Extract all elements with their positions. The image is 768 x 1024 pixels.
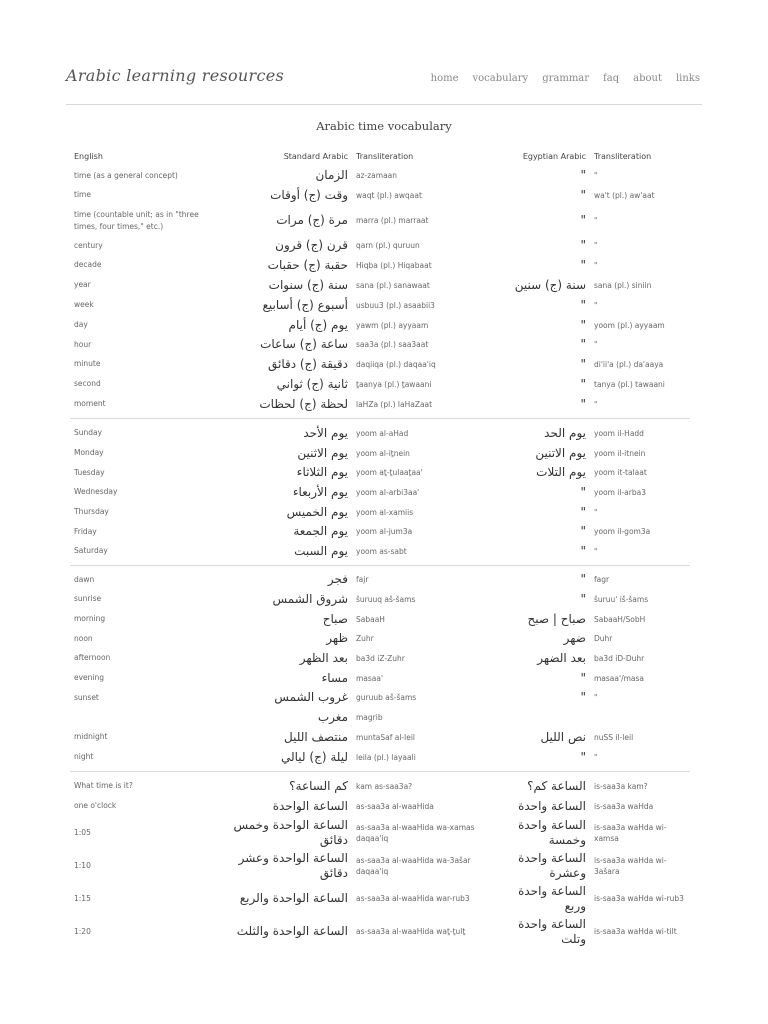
standard-arabic-cell: يوم السبت: [294, 543, 348, 558]
table-row: [70, 541, 690, 561]
transliteration-cell: guruub aš-šams: [356, 693, 417, 702]
egyptian-transliteration-cell: šuruu' iš-šams: [594, 594, 649, 604]
egyptian-transliteration-cell: is-saa3a waHda wi-rub3: [594, 894, 684, 903]
standard-arabic-cell: يوم الجمعة: [293, 524, 348, 538]
egyptian-transliteration-cell: nuSS il-leil: [594, 732, 634, 742]
egyptian-arabic-cell: ": [580, 297, 586, 312]
english-cell: time (as a general concept): [74, 170, 178, 180]
standard-arabic-cell: الساعة الواحدة: [272, 798, 348, 813]
table-row: [70, 463, 690, 482]
standard-arabic-cell: وقت (ج) أوقات: [270, 187, 348, 202]
english-cell: 1:05: [74, 827, 91, 837]
egyptian-arabic-cell: ": [580, 396, 586, 411]
english-cell: year: [74, 280, 91, 289]
egyptian-arabic-cell: الساعة واحدة وخمسة: [518, 817, 586, 847]
site-header: [66, 62, 702, 105]
egyptian-transliteration-cell: Duhr: [594, 634, 613, 643]
egyptian-arabic-cell: يوم الاتنين: [535, 445, 586, 460]
table-row: [70, 727, 690, 747]
transliteration-cell: as-saa3a al-waaHida: [356, 801, 434, 811]
transliteration-cell: yoom al-xamiis: [356, 507, 414, 517]
table-row: [70, 166, 690, 185]
egyptian-transliteration-cell: ba3d iD-Duhr: [594, 653, 645, 663]
transliteration-cell: kam as-saa3a?: [356, 781, 413, 791]
egyptian-arabic-cell: يوم التلات: [536, 465, 586, 479]
egyptian-arabic-cell: ": [580, 484, 586, 499]
egyptian-arabic-cell: ": [580, 543, 586, 558]
transliteration-cell: waqt (pl.) awqaat: [356, 190, 422, 200]
english-cell: 1:15: [74, 893, 91, 903]
english-cell: dawn: [74, 574, 95, 584]
egyptian-transliteration-cell: SabaaH/SobH: [594, 614, 646, 624]
transliteration-cell: ṯaanya (pl.) ṯawaani: [356, 379, 432, 389]
nav-links-link[interactable]: links: [675, 73, 700, 84]
egyptian-arabic-cell: ": [580, 670, 586, 685]
transliteration-cell: qarn (pl.) quruun: [356, 241, 420, 250]
transliteration-cell: az-zamaan: [356, 171, 398, 180]
egyptian-arabic-cell: ": [580, 591, 586, 606]
egyptian-transliteration-cell: yoom il-arba3: [594, 487, 646, 497]
table-row: [70, 707, 690, 727]
egyptian-transliteration-cell: ": [594, 241, 598, 250]
nav-vocabulary-link[interactable]: vocabulary: [472, 73, 529, 84]
standard-arabic-cell: منتصف الليل: [284, 729, 348, 744]
table-row: [70, 522, 690, 541]
egyptian-arabic-cell: ": [580, 337, 586, 351]
table-row: [70, 882, 690, 915]
english-cell: morning: [74, 614, 106, 623]
transliteration-cell: laHZa (pl.) laHaZaat: [356, 399, 433, 409]
egyptian-arabic-cell: نص الليل: [540, 729, 586, 744]
egyptian-transliteration-cell: ": [594, 399, 598, 409]
standard-arabic-cell: ثانية (ج) ثواني: [276, 376, 348, 391]
standard-arabic-cell: يوم الأربعاء: [292, 484, 348, 499]
transliteration-cell: as-saa3a al-waaHida war-rub3: [356, 894, 470, 903]
egyptian-arabic-cell: ضهر: [563, 631, 586, 645]
table-row: [70, 255, 690, 275]
egyptian-transliteration-cell: yoom il-itnein: [594, 448, 646, 458]
english-cell: 1:10: [74, 860, 91, 870]
header-egyptian-arabic: Egyptian Arabic: [522, 151, 586, 161]
table-row: [70, 816, 690, 849]
standard-arabic-cell: الساعة الواحدة وعشر دقائق: [238, 850, 348, 880]
english-cell: decade: [74, 260, 102, 269]
table-row: [70, 776, 690, 796]
table-row: [70, 688, 690, 707]
egyptian-arabic-cell: ": [580, 572, 586, 586]
egyptian-arabic-cell: ": [580, 690, 586, 704]
transliteration-cell: as-saa3a al-waaHida wa-3ašar daqaa'iq: [356, 855, 471, 876]
transliteration-cell: yawm (pl.) ayyaam: [356, 320, 429, 330]
egyptian-transliteration-cell: yoom it-talaat: [594, 468, 647, 477]
egyptian-transliteration-cell: is-saa3a waHda wi-xamsa: [594, 822, 667, 843]
table-row: [70, 275, 690, 295]
english-cell: What time is it?: [74, 781, 133, 790]
table-row: [70, 629, 690, 648]
egyptian-transliteration-cell: ": [594, 507, 598, 517]
egyptian-arabic-cell: سنة (ج) سنين: [514, 277, 586, 292]
english-cell: Sunday: [74, 428, 103, 437]
english-cell: second: [74, 379, 101, 388]
standard-arabic-cell: يوم الخميس: [286, 504, 348, 519]
english-cell: Tuesday: [74, 467, 105, 477]
table-row: [70, 295, 690, 315]
egyptian-transliteration-cell: sana (pl.) siniin: [594, 280, 652, 290]
table-row: [70, 648, 690, 668]
table-row: [70, 423, 690, 443]
english-cell: Monday: [74, 448, 104, 457]
transliteration-cell: SabaaH: [356, 614, 385, 624]
egyptian-arabic-cell: صباح | صبح: [527, 611, 586, 626]
egyptian-arabic-cell: ": [580, 356, 586, 371]
egyptian-arabic-cell: بعد الضهر: [537, 650, 586, 665]
english-cell: day: [74, 320, 88, 329]
english-cell: one o'clock: [74, 801, 117, 810]
standard-arabic-cell: الساعة الواحدة والثلث: [236, 924, 348, 938]
transliteration-cell: marra (pl.) marraat: [356, 216, 429, 225]
table-row: [70, 502, 690, 522]
standard-arabic-cell: مغرب: [317, 709, 348, 724]
english-cell: sunset: [74, 692, 99, 702]
table-row: [70, 443, 690, 463]
english-cell: week: [74, 300, 94, 309]
egyptian-arabic-cell: ": [580, 317, 586, 332]
standard-arabic-cell: غروب الشمس: [274, 690, 348, 704]
standard-arabic-cell: يوم (ج) أيام: [288, 317, 348, 332]
standard-arabic-cell: الزمان: [315, 168, 348, 182]
transliteration-cell: Hiqba (pl.) Hiqabaat: [356, 260, 432, 270]
egyptian-arabic-cell: ": [580, 257, 586, 272]
egyptian-transliteration-cell: ": [594, 216, 598, 225]
english-cell: hour: [74, 339, 92, 349]
standard-arabic-cell: ساعة (ج) ساعات: [260, 337, 348, 351]
english-cell: night: [74, 752, 94, 761]
standard-arabic-cell: صباح: [322, 611, 348, 626]
header-english: English: [74, 151, 103, 161]
header-transliteration: Transliteration: [356, 151, 414, 161]
standard-arabic-cell: مساء: [321, 670, 348, 685]
egyptian-arabic-cell: الساعة واحدة وربع: [518, 883, 586, 913]
standard-arabic-cell: كم الساعة؟: [289, 778, 348, 793]
transliteration-cell: yoom aṯ-ṯulaaṯaa': [356, 468, 423, 477]
egyptian-transliteration-cell: ": [594, 752, 598, 762]
egyptian-arabic-cell: ": [580, 524, 586, 538]
egyptian-transliteration-cell: yoom il-Hadd: [594, 428, 644, 438]
nav-about-link[interactable]: about: [633, 73, 662, 84]
table-row: [70, 570, 690, 589]
egyptian-transliteration-cell: is-saa3a kam?: [594, 781, 648, 791]
table-row: [70, 205, 690, 236]
egyptian-transliteration-cell: ": [594, 340, 598, 349]
egyptian-transliteration-cell: wa't (pl.) aw'aat: [594, 190, 655, 200]
table-row: [70, 849, 690, 882]
header-standard-arabic: Standard Arabic: [283, 151, 348, 161]
english-cell: time (countable unit; as in "three times, four times," etc.): [74, 209, 199, 231]
table-header-row: [70, 146, 690, 166]
table-row: [70, 609, 690, 629]
english-cell: noon: [74, 633, 93, 643]
standard-arabic-cell: أسبوع (ج) أسابيع: [262, 297, 348, 312]
transliteration-cell: yoom al-iṯnein: [356, 448, 410, 458]
standard-arabic-cell: دقيقة (ج) دقائق: [267, 356, 348, 371]
egyptian-transliteration-cell: di'ii'a (pl.) da'aaya: [594, 359, 664, 369]
egyptian-arabic-cell: ": [580, 749, 586, 764]
standard-arabic-cell: الساعة الواحدة وخمس دقائق: [233, 817, 348, 847]
transliteration-cell: daqiiqa (pl.) daqaa'iq: [356, 359, 436, 369]
egyptian-arabic-cell: ": [580, 168, 586, 182]
egyptian-arabic-cell: الساعة كم؟: [527, 778, 586, 793]
standard-arabic-cell: فجر: [327, 572, 348, 586]
table-row: [70, 354, 690, 374]
egyptian-arabic-cell: [492, 707, 590, 727]
egyptian-arabic-cell: الساعة واحدة: [518, 798, 586, 813]
table-row: [70, 747, 690, 767]
egyptian-arabic-cell: ": [580, 504, 586, 519]
table-row: [70, 668, 690, 688]
table-row: [70, 185, 690, 205]
standard-arabic-cell: بعد الظهر: [299, 650, 348, 665]
egyptian-transliteration-cell: is-saa3a waHda wi-tilt: [594, 927, 677, 936]
egyptian-arabic-cell: الساعة واحدة وتلت: [518, 916, 586, 946]
table-row: [70, 315, 690, 335]
table-row: [70, 796, 690, 816]
standard-arabic-cell: سنة (ج) سنوات: [268, 277, 348, 292]
standard-arabic-cell: شروق الشمس: [272, 591, 348, 606]
egyptian-arabic-cell: ": [580, 187, 586, 202]
egyptian-arabic-cell: الساعة واحدة وعشرة: [518, 850, 586, 880]
transliteration-cell: yoom al-jum3a: [356, 527, 413, 536]
table-row: [70, 589, 690, 609]
nav-faq-link[interactable]: faq: [603, 73, 620, 84]
english-cell: midnight: [74, 732, 108, 741]
transliteration-cell: Zuhr: [356, 634, 374, 643]
egyptian-transliteration-cell: tanya (pl.) tawaani: [594, 379, 665, 389]
table-row: [70, 236, 690, 255]
standard-arabic-cell: الساعة الواحدة والربع: [239, 891, 348, 905]
egyptian-arabic-cell: يوم الحد: [544, 425, 586, 440]
transliteration-cell: sana (pl.) sanawaat: [356, 280, 430, 290]
vocabulary-table: [70, 146, 690, 948]
section-divider: [70, 414, 690, 423]
english-cell: evening: [74, 673, 105, 682]
egyptian-arabic-cell: ": [580, 376, 586, 391]
main-nav: [431, 73, 700, 84]
egyptian-transliteration-cell: ": [594, 260, 598, 270]
standard-arabic-cell: لحظة (ج) لحظات: [259, 396, 348, 411]
transliteration-cell: ba3d iZ-Zuhr: [356, 653, 405, 663]
egyptian-transliteration-cell: ": [594, 693, 598, 702]
table-row: [70, 374, 690, 394]
english-cell: Thursday: [74, 507, 109, 516]
egyptian-transliteration-cell: yoom il-gom3a: [594, 527, 651, 536]
english-cell: [70, 707, 222, 727]
egyptian-transliteration-cell: fagr: [594, 575, 610, 584]
english-cell: moment: [74, 399, 106, 408]
section-divider: [70, 767, 690, 776]
egyptian-arabic-cell: ": [580, 238, 586, 252]
english-cell: afternoon: [74, 653, 111, 662]
egyptian-transliteration-cell: ": [594, 546, 598, 556]
nav-grammar-link[interactable]: grammar: [542, 73, 590, 84]
table-row: [70, 915, 690, 948]
standard-arabic-cell: ظهر: [326, 631, 348, 645]
standard-arabic-cell: مرة (ج) مرات: [276, 213, 348, 227]
standard-arabic-cell: يوم الثلاثاء: [296, 465, 348, 479]
english-cell: Saturday: [74, 546, 108, 555]
transliteration-cell: masaa': [356, 673, 384, 683]
transliteration-cell: usbuu3 (pl.) asaabii3: [356, 300, 435, 310]
transliteration-cell: yoom as-sabt: [356, 546, 407, 556]
table-row: [70, 394, 690, 414]
standard-arabic-cell: حقبة (ج) حقبات: [267, 257, 348, 272]
site-title[interactable]: Arabic learning resources: [66, 66, 285, 85]
transliteration-cell: magrib: [356, 712, 383, 722]
transliteration-cell: saa3a (pl.) saa3aat: [356, 340, 429, 349]
egyptian-transliteration-cell: is-saa3a waHda wi-3ašara: [594, 855, 667, 876]
transliteration-cell: yoom al-aHad: [356, 428, 409, 438]
section-divider: [70, 561, 690, 570]
transliteration-cell: leila (pl.) layaali: [356, 752, 416, 762]
standard-arabic-cell: يوم الأحد: [303, 425, 348, 440]
english-cell: minute: [74, 359, 101, 368]
egyptian-transliteration-cell: is-saa3a waHda: [594, 801, 654, 811]
header-egyptian-transliteration: Transliteration: [594, 151, 652, 161]
transliteration-cell: fajr: [356, 575, 369, 584]
egyptian-transliteration-cell: ": [594, 171, 598, 180]
english-cell: century: [74, 240, 103, 250]
nav-home-link[interactable]: home: [430, 73, 459, 84]
standard-arabic-cell: يوم الاثنين: [297, 445, 348, 460]
page-title: Arabic time vocabulary: [316, 119, 452, 133]
english-cell: Friday: [74, 526, 97, 536]
transliteration-cell: as-saa3a al-waaHida wa-xamas daqaa'iq: [356, 822, 475, 843]
standard-arabic-cell: ليلة (ج) ليالي: [280, 749, 348, 764]
egyptian-transliteration-cell: [590, 707, 690, 727]
transliteration-cell: šuruuq aš-šams: [356, 594, 416, 604]
table-row: [70, 335, 690, 354]
transliteration-cell: as-saa3a al-waaHida waṯ-ṯulṯ: [356, 927, 466, 936]
transliteration-cell: muntaSaf al-leil: [356, 732, 415, 742]
transliteration-cell: yoom al-arbi3aa': [356, 487, 420, 497]
egyptian-transliteration-cell: masaa'/masa: [594, 673, 644, 683]
english-cell: time: [74, 190, 91, 199]
english-cell: 1:20: [74, 926, 91, 936]
english-cell: Wednesday: [74, 487, 118, 496]
egyptian-transliteration-cell: yoom (pl.) ayyaam: [594, 320, 665, 330]
egyptian-arabic-cell: ": [580, 213, 586, 227]
table-body: [70, 166, 690, 948]
egyptian-transliteration-cell: ": [594, 300, 598, 310]
english-cell: sunrise: [74, 594, 102, 603]
standard-arabic-cell: قرن (ج) قرون: [275, 238, 348, 252]
table-row: [70, 482, 690, 502]
